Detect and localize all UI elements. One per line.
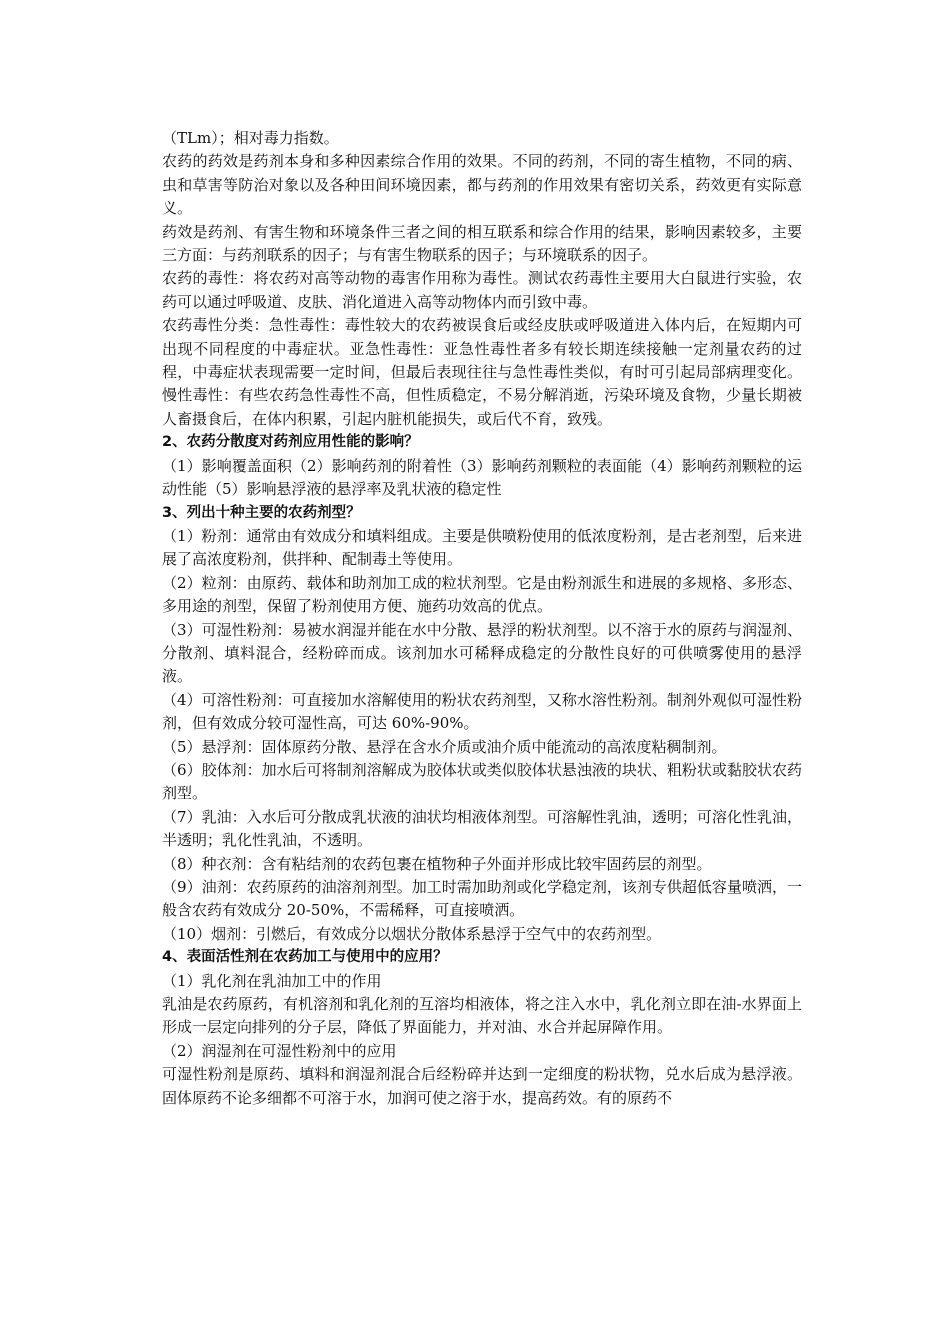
section-heading: 4、表面活性剂在农药加工与使用中的应用？: [162, 949, 448, 966]
paragraph: 乳油是农药原药，有机溶剂和乳化剂的互溶均相液体，将之注入水中，乳化剂立即在油-水界面上形成一层定向排列的分子层，降低了界面能力，并对油、水合并起屏障作用。: [162, 995, 802, 1037]
paragraph: 药效是药剂、有害生物和环境条件三者之间的相互联系和综合作用的结果，影响因素较多，主要三方面：与药剂联系的因子；与有害生物联系的因子；与环境联系的因子。: [162, 222, 802, 265]
section-heading: 2、农药分散度对药剂应用性能的影响？: [162, 434, 419, 451]
paragraph: （1）影响覆盖面积（2）影响药剂的附着性（3）影响药剂颗粒的表面能（4）影响药剂颗粒的运动性能（5）影响悬浮液的悬浮率及乳状液的稳定性: [162, 456, 802, 499]
list-item: （6）胶体剂：加水后可将制剂溶解成为胶体状或类似胶体状悬浊液的块状、粗粉状或黏胶状农药剂型。: [162, 760, 802, 803]
list-item: （4）可溶性粉剂：可直接加水溶解使用的粉状农药剂型，又称水溶性粉剂。制剂外观似可湿性粉剂，但有效成分较可湿性高，可达 60%-90%。: [162, 690, 802, 733]
paragraph: （TLm）；相对毒力指数。: [162, 129, 339, 147]
list-item: （3）可湿性粉剂：易被水润湿并能在水中分散、悬浮的粉状剂型。以不溶于水的原药与润湿剂、分散剂、填料混合，经粉碎而成。该剂加水可稀释成稳定的分散性良好的可供喷雾使用的悬浮液。: [162, 620, 802, 686]
list-item: （9）油剂：农药原药的油溶剂剂型。加工时需加助剂或化学稳定剂，该剂专供超低容量喷洒，一般含农药有效成分 20-50%，不需稀释，可直接喷洒。: [162, 878, 802, 920]
list-item: （7）乳油：入水后可分散成乳状液的油状均相液体剂型。可溶解性乳油，透明；可溶化性乳油，半透明；乳化性乳油，不透明。: [162, 807, 802, 850]
list-item: （2）粒剂：由原药、载体和助剂加工成的粒状剂型。它是由粉剂派生和进展的多规格、多形态、多用途的剂型，保留了粉剂使用方便、施药功效高的优点。: [162, 573, 802, 616]
section-heading: 3、列出十种主要的农药剂型？: [162, 504, 361, 521]
subheading: （2）润湿剂在可湿性粉剂中的应用: [162, 1041, 397, 1060]
paragraph: 可湿性粉剂是原药、填料和润湿剂混合后经粉碎并达到一定细度的粉状物，兑水后成为悬浮液。固体原药不论多细都不可溶于水，加润可使之溶于水，提高药效。有的原药不: [162, 1065, 802, 1107]
list-item: （10）烟剂：引燃后，有效成分以烟状分散体系悬浮于空气中的农药剂型。: [162, 924, 662, 943]
list-item: （1）粉剂：通常由有效成分和填料组成。主要是供喷粉使用的低浓度粉剂，是古老剂型，后来进展了高浓度粉剂，供拌种、配制毒土等使用。: [162, 526, 802, 569]
paragraph: 农药的药效是药剂本身和多种因素综合作用的效果。不同的药剂，不同的寄生植物，不同的病、虫和草害等防治对象以及各种田间环境因素，都与药剂的作用效果有密切关系，药效更有实际意义。: [162, 152, 802, 218]
list-item: （5）悬浮剂：固体原药分散、悬浮在含水介质或油介质中能流动的高浓度粘稠制剂。: [162, 737, 727, 756]
paragraph: 农药的毒性：将农药对高等动物的毒害作用称为毒性。测试农药毒性主要用大白鼠进行实验，农药可以通过呼吸道、皮肤、消化道进入高等动物体内而引致中毒。: [162, 269, 802, 311]
paragraph: 农药毒性分类：急性毒性：毒性较大的农药被误食后或经皮肤或呼吸道进入体内后，在短期内可出现不同程度的中毒症状。亚急性毒性：亚急性毒性者多有较长期连续接触一定剂量农药的过程，中毒症状表现需要一定时间，但最后表现往往与急性毒性类似，有时可引起局部病理变化。慢性毒性：有些农药急性毒性不高，但性质稳定，不易分解消逝，污染环境及食物，少量长期被人畜摄食后，在体内积累，引起内脏机能损失，或后代不育，致残。: [162, 316, 802, 428]
subheading: （1）乳化剂在乳油加工中的作用: [162, 971, 382, 990]
document-page: [162, 127, 802, 1110]
list-item: （8）种衣剂：含有粘结剂的农药包裹在植物种子外面并形成比较牢固药层的剂型。: [162, 854, 712, 873]
